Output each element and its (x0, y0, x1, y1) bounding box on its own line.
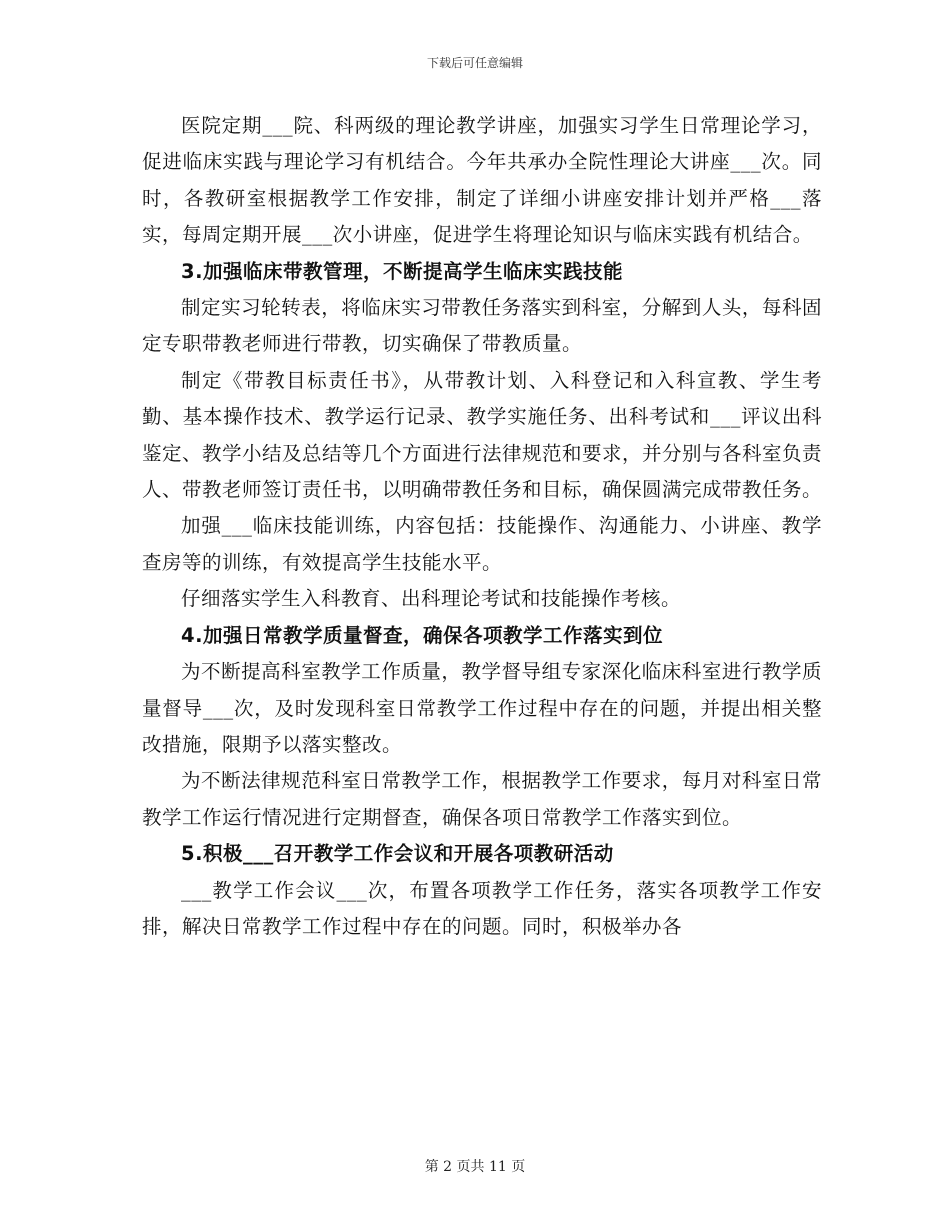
paragraph-responsibility-letter: 制定《带教目标责任书》，从带教计划、入科登记和入科宣教、学生考勤、基本操作技术、教学运行记录、教学实施任务、出科考试和___评议出科鉴定、教学小结及总结等几个方面进行法律规范和要求，并分别与各科室负责人、带教老师签订责任书，以明确带教任务和目标，确保圆满完成带教任务。 (142, 368, 823, 502)
paragraph-skills-training: 加强___临床技能训练，内容包括：技能操作、沟通能力、小讲座、教学查房等的训练，有效提高学生技能水平。 (142, 514, 822, 574)
paragraph-teaching-meetings: ___教学工作会议___次，布置各项教学工作任务，落实各项教学工作安排，解决日常教学工作过程中存在的问题。同时，积极举办各 (142, 878, 822, 938)
page-number-footer: 第 2 页共 11 页 (424, 1159, 526, 1175)
section-heading-3: 3.加强临床带教管理，不断提高学生临床实践技能 (181, 259, 623, 283)
page-header: 下载后可任意编辑 (426, 56, 523, 70)
section-heading-5: 5.积极___召开教学工作会议和开展各项教研活动 (181, 842, 614, 866)
paragraph-lectures: 医院定期___院、科两级的理论教学讲座，加强实习学生日常理论学习，促进临床实践与理论学习有机结合。今年共承办全院性理论大讲座___次。同时，各教研室根据教学工作安排，制定了详细小讲座安排计划并严格___落实，每周定期开展___次小讲座，促进学生将理论知识与临床实践有机结合。 (142, 114, 822, 247)
document-body (142, 108, 822, 945)
paragraph-entry-education: 仔细落实学生入科教育、出科理论考试和技能操作考核。 (181, 587, 682, 611)
section-heading-4: 4.加强日常教学质量督查，确保各项教学工作落实到位 (181, 623, 663, 647)
paragraph-rotation-table: 制定实习轮转表，将临床实习带教任务落实到科室，分解到人头，每科固定专职带教老师进行带教，切实确保了带教质量。 (142, 296, 822, 356)
paragraph-quality-supervision: 为不断提高科室教学工作质量，教学督导组专家深化临床科室进行教学质量督导___次，及时发现科室日常教学工作过程中存在的问题，并提出相关整改措施，限期予以落实整改。 (142, 660, 822, 756)
paragraph-monthly-inspection: 为不断法律规范科室日常教学工作，根据教学工作要求，每月对科室日常教学工作运行情况进行定期督查，确保各项日常教学工作落实到位。 (142, 769, 822, 829)
